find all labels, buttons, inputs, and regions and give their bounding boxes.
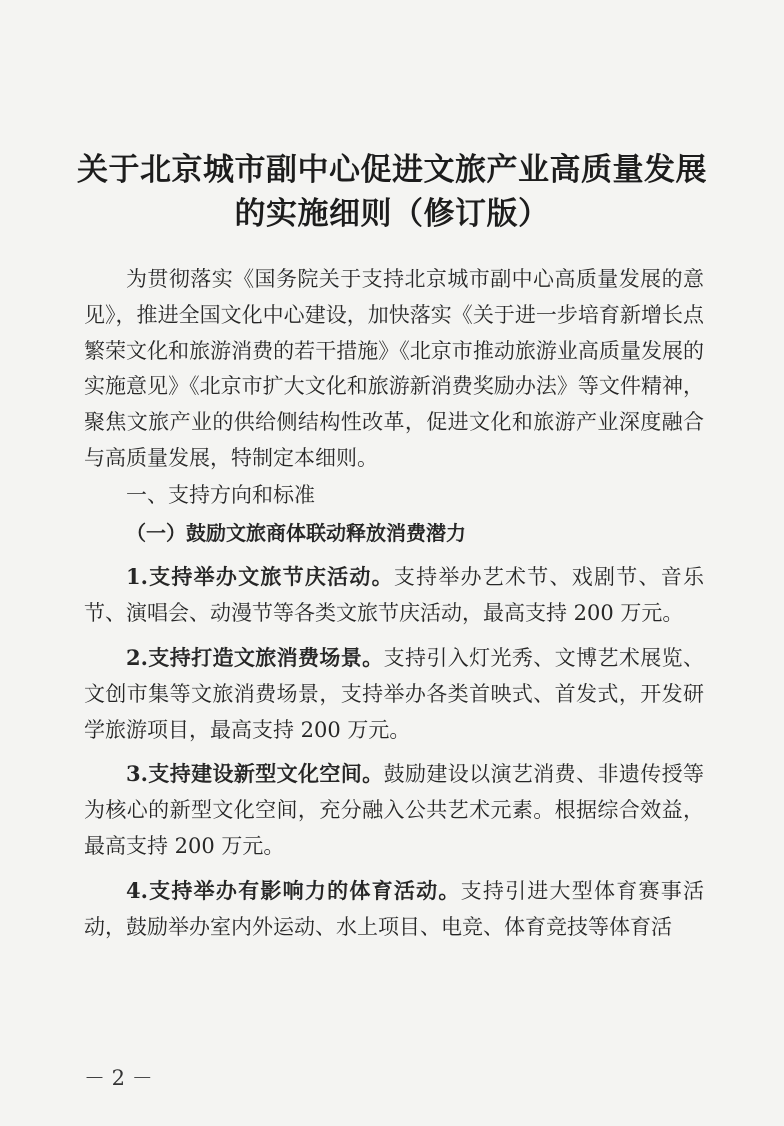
list-item <box>84 640 704 748</box>
page-number: － 2 － <box>84 1066 153 1090</box>
item-text: 支持引进大型体育赛事活动，鼓励举办室内外运动、水上项目、电竞、体育竞技等体育活 <box>84 878 705 939</box>
intro-paragraph: 为贯彻落实《国务院关于支持北京城市副中心高质量发展的意见》，推进全国文化中心建设，加快落实《关于进一步培育新增长点繁荣文化和旅游消费的若干措施》《北京市推动旅游业高质量发展的实施意见》《北京市扩大文化和旅游新消费奖励办法》等文件精神，聚焦文旅产业的供给侧结构性改革，促进文化和旅游产业深度融合与高质量发展，特制定本细则。 <box>84 267 704 470</box>
item-text: 鼓励建设以演艺消费、非遗传授等为核心的新型文化空间，充分融入公共艺术元素。根据综合效益，最高支持 200 万元。 <box>84 762 705 858</box>
list-item <box>84 756 704 864</box>
list-item <box>84 873 704 946</box>
document-title-line-1: 关于北京城市副中心促进文旅产业高质量发展 <box>77 152 707 188</box>
list-item <box>84 559 704 632</box>
item-text: 支持引入灯光秀、文博艺术展览、文创市集等文旅消费场景，支持举办各类首映式、首发式，开发研学旅游项目，最高支持 200 万元。 <box>84 645 705 742</box>
document-title-line-2: 的实施细则（修订版） <box>234 196 550 232</box>
document-body <box>84 262 704 945</box>
item-lead: 2.支持打造文旅消费场景。 <box>126 644 384 670</box>
section-heading: 一、支持方向和标准 <box>126 482 315 507</box>
item-text: 支持举办艺术节、戏剧节、音乐节、演唱会、动漫节等各类文旅节庆活动，最高支持 200 万元。 <box>84 565 705 626</box>
item-lead: 4.支持举办有影响力的体育活动。 <box>126 877 461 903</box>
subsection-heading: （一）鼓励文旅商体联动释放消费潜力 <box>126 520 466 545</box>
item-lead: 1.支持举办文旅节庆活动。 <box>126 564 394 590</box>
item-lead: 3.支持建设新型文化空间。 <box>126 761 384 787</box>
